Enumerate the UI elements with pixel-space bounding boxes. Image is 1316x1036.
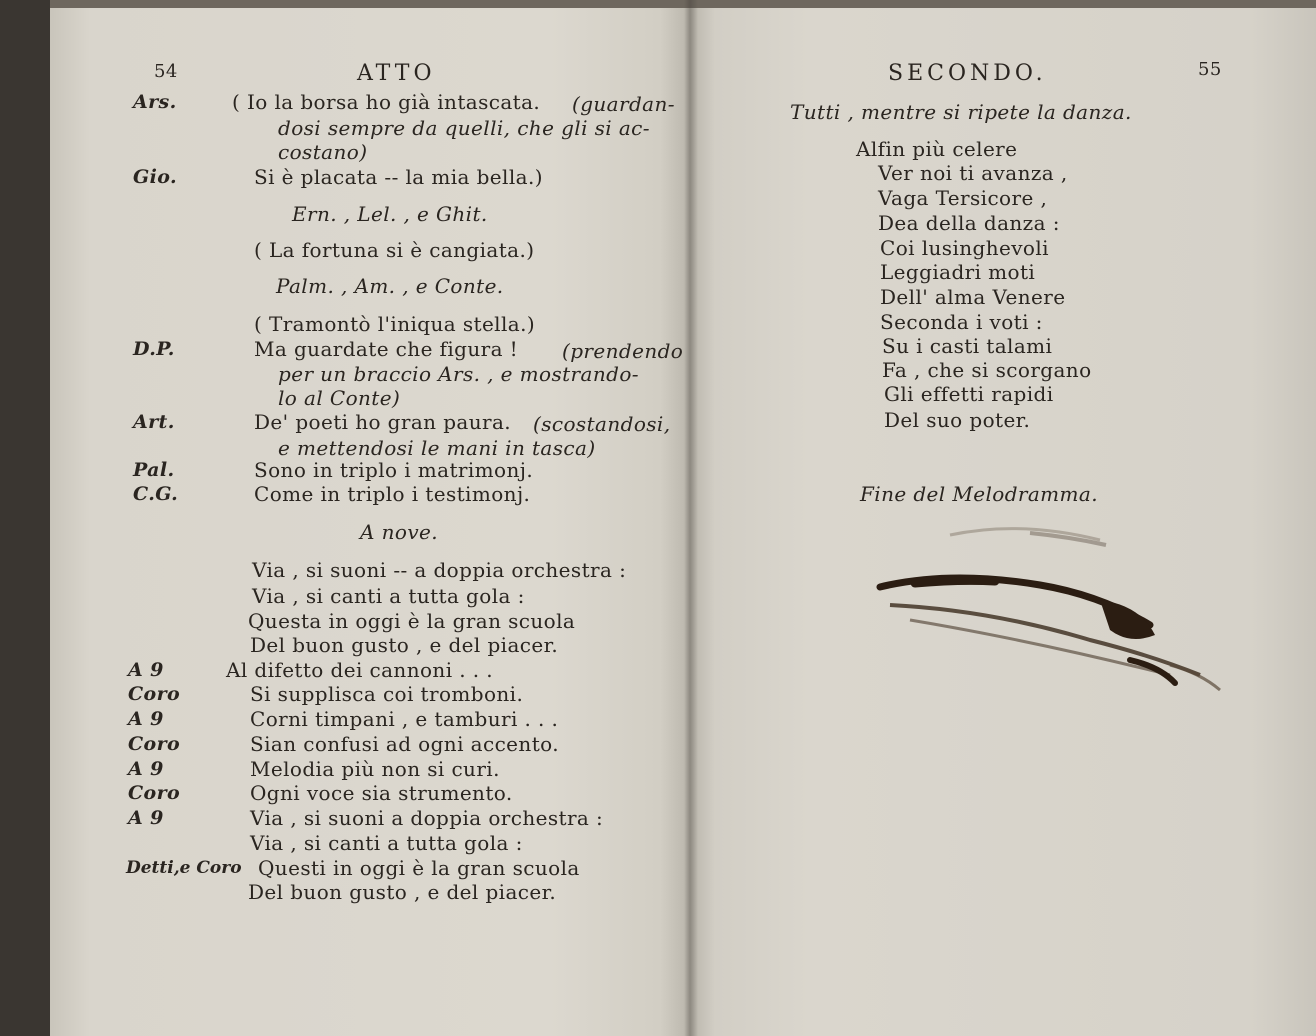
speaker-label: Detti,e Coro [126, 858, 242, 878]
verse-line: Dell' alma Venere [880, 285, 1066, 309]
speaker-label: Art. [133, 411, 175, 433]
speaker-label: C.G. [133, 483, 179, 505]
stage-direction: (prendendo [562, 339, 684, 363]
verse-line: Corni timpani , e tamburi . . . [250, 707, 559, 731]
stage-direction: e mettendosi le mani in tasca) [278, 436, 596, 460]
verse-line: Dea della danza : [878, 211, 1060, 235]
verse-line: Come in triplo i testimonj. [254, 482, 531, 506]
verse-line: Del buon gusto , e del piacer. [248, 880, 557, 904]
blot-stroke [915, 580, 995, 583]
stage-direction: (guardan- [572, 92, 675, 116]
stage-direction: per un braccio Ars. , e mostrando- [278, 362, 639, 386]
left-page-header: ATTO [357, 61, 436, 86]
verse-line: Vaga Tersicore , [878, 186, 1048, 210]
verse-line: Gli effetti rapidi [884, 382, 1054, 406]
verse-line: Si è placata -- la mia bella.) [254, 165, 543, 189]
verse-line: Sian confusi ad ogni accento. [250, 732, 559, 756]
verse-line: Ver noi ti avanza , [878, 161, 1068, 185]
verse-line: De' poeti ho gran paura. [254, 410, 512, 434]
verse-line: Del suo poter. [884, 408, 1031, 432]
stage-direction: costano) [278, 140, 368, 164]
stage-direction: lo al Conte) [278, 386, 401, 410]
verse-line: Via , si canti a tutta gola : [252, 584, 525, 608]
verse-line: Leggiadri moti [880, 260, 1036, 284]
left-page-number: 54 [154, 61, 178, 82]
verse-line: Coi lusinghevoli [880, 236, 1049, 260]
verse-line: Questi in oggi è la gran scuola [258, 856, 580, 880]
speaker-label: Pal. [133, 459, 175, 481]
speaker-label: Coro [128, 733, 181, 755]
verse-line: Del buon gusto , e del piacer. [250, 633, 559, 657]
verse-line: Melodia più non si curi. [250, 757, 500, 781]
verse-line: Su i casti talami [882, 334, 1053, 358]
verse-line: Seconda i voti : [880, 310, 1043, 334]
speaker-label: Coro [128, 782, 181, 804]
verse-line: ( Tramontò l'iniqua stella.) [254, 312, 536, 336]
stage-direction: (scostandosi, [533, 412, 671, 436]
gutter [684, 0, 698, 1036]
stage-direction: A nove. [360, 520, 439, 544]
right-page-number: 55 [1198, 59, 1222, 80]
speaker-label: Ars. [133, 91, 177, 113]
stage-direction: Palm. , Am. , e Conte. [276, 274, 504, 298]
verse-line: Via , si suoni -- a doppia orchestra : [252, 558, 627, 582]
stage-direction: Ern. , Lel. , e Ghit. [292, 202, 488, 226]
right-page-header: SECONDO. [888, 61, 1047, 86]
speaker-label: Gio. [133, 166, 177, 188]
verse-line: ( La fortuna si è cangiata.) [254, 238, 535, 262]
verse-line: Ogni voce sia strumento. [250, 781, 513, 805]
speaker-label: A 9 [128, 758, 164, 780]
verse-line: ( Io la borsa ho già intascata. [232, 90, 541, 114]
speaker-label: A 9 [128, 659, 164, 681]
speaker-label: Coro [128, 683, 181, 705]
speaker-label: A 9 [128, 807, 164, 829]
ink-blot [870, 515, 1230, 695]
verse-line: Fa , che si scorgano [882, 358, 1092, 382]
blot-stroke [890, 605, 1200, 675]
stage-direction: dosi sempre da quelli, che gli si ac- [278, 116, 650, 140]
verse-line: Via , si canti a tutta gola : [250, 831, 523, 855]
verse-line: Al difetto dei cannoni . . . [226, 658, 494, 682]
speaker-label: A 9 [128, 708, 164, 730]
verse-line: Questa in oggi è la gran scuola [248, 609, 576, 633]
stage-direction: Tutti , mentre si ripete la danza. [790, 100, 1132, 124]
verse-line: Alfin più celere [856, 137, 1018, 161]
ending-note: Fine del Melodramma. [860, 482, 1098, 506]
verse-line: Via , si suoni a doppia orchestra : [250, 806, 604, 830]
speaker-label: D.P. [133, 338, 175, 360]
blot-stroke [1170, 665, 1220, 690]
verse-line: Sono in triplo i matrimonj. [254, 458, 534, 482]
verse-line: Si supplisca coi tromboni. [250, 682, 524, 706]
verse-line: Ma guardate che figura ! [254, 337, 519, 361]
